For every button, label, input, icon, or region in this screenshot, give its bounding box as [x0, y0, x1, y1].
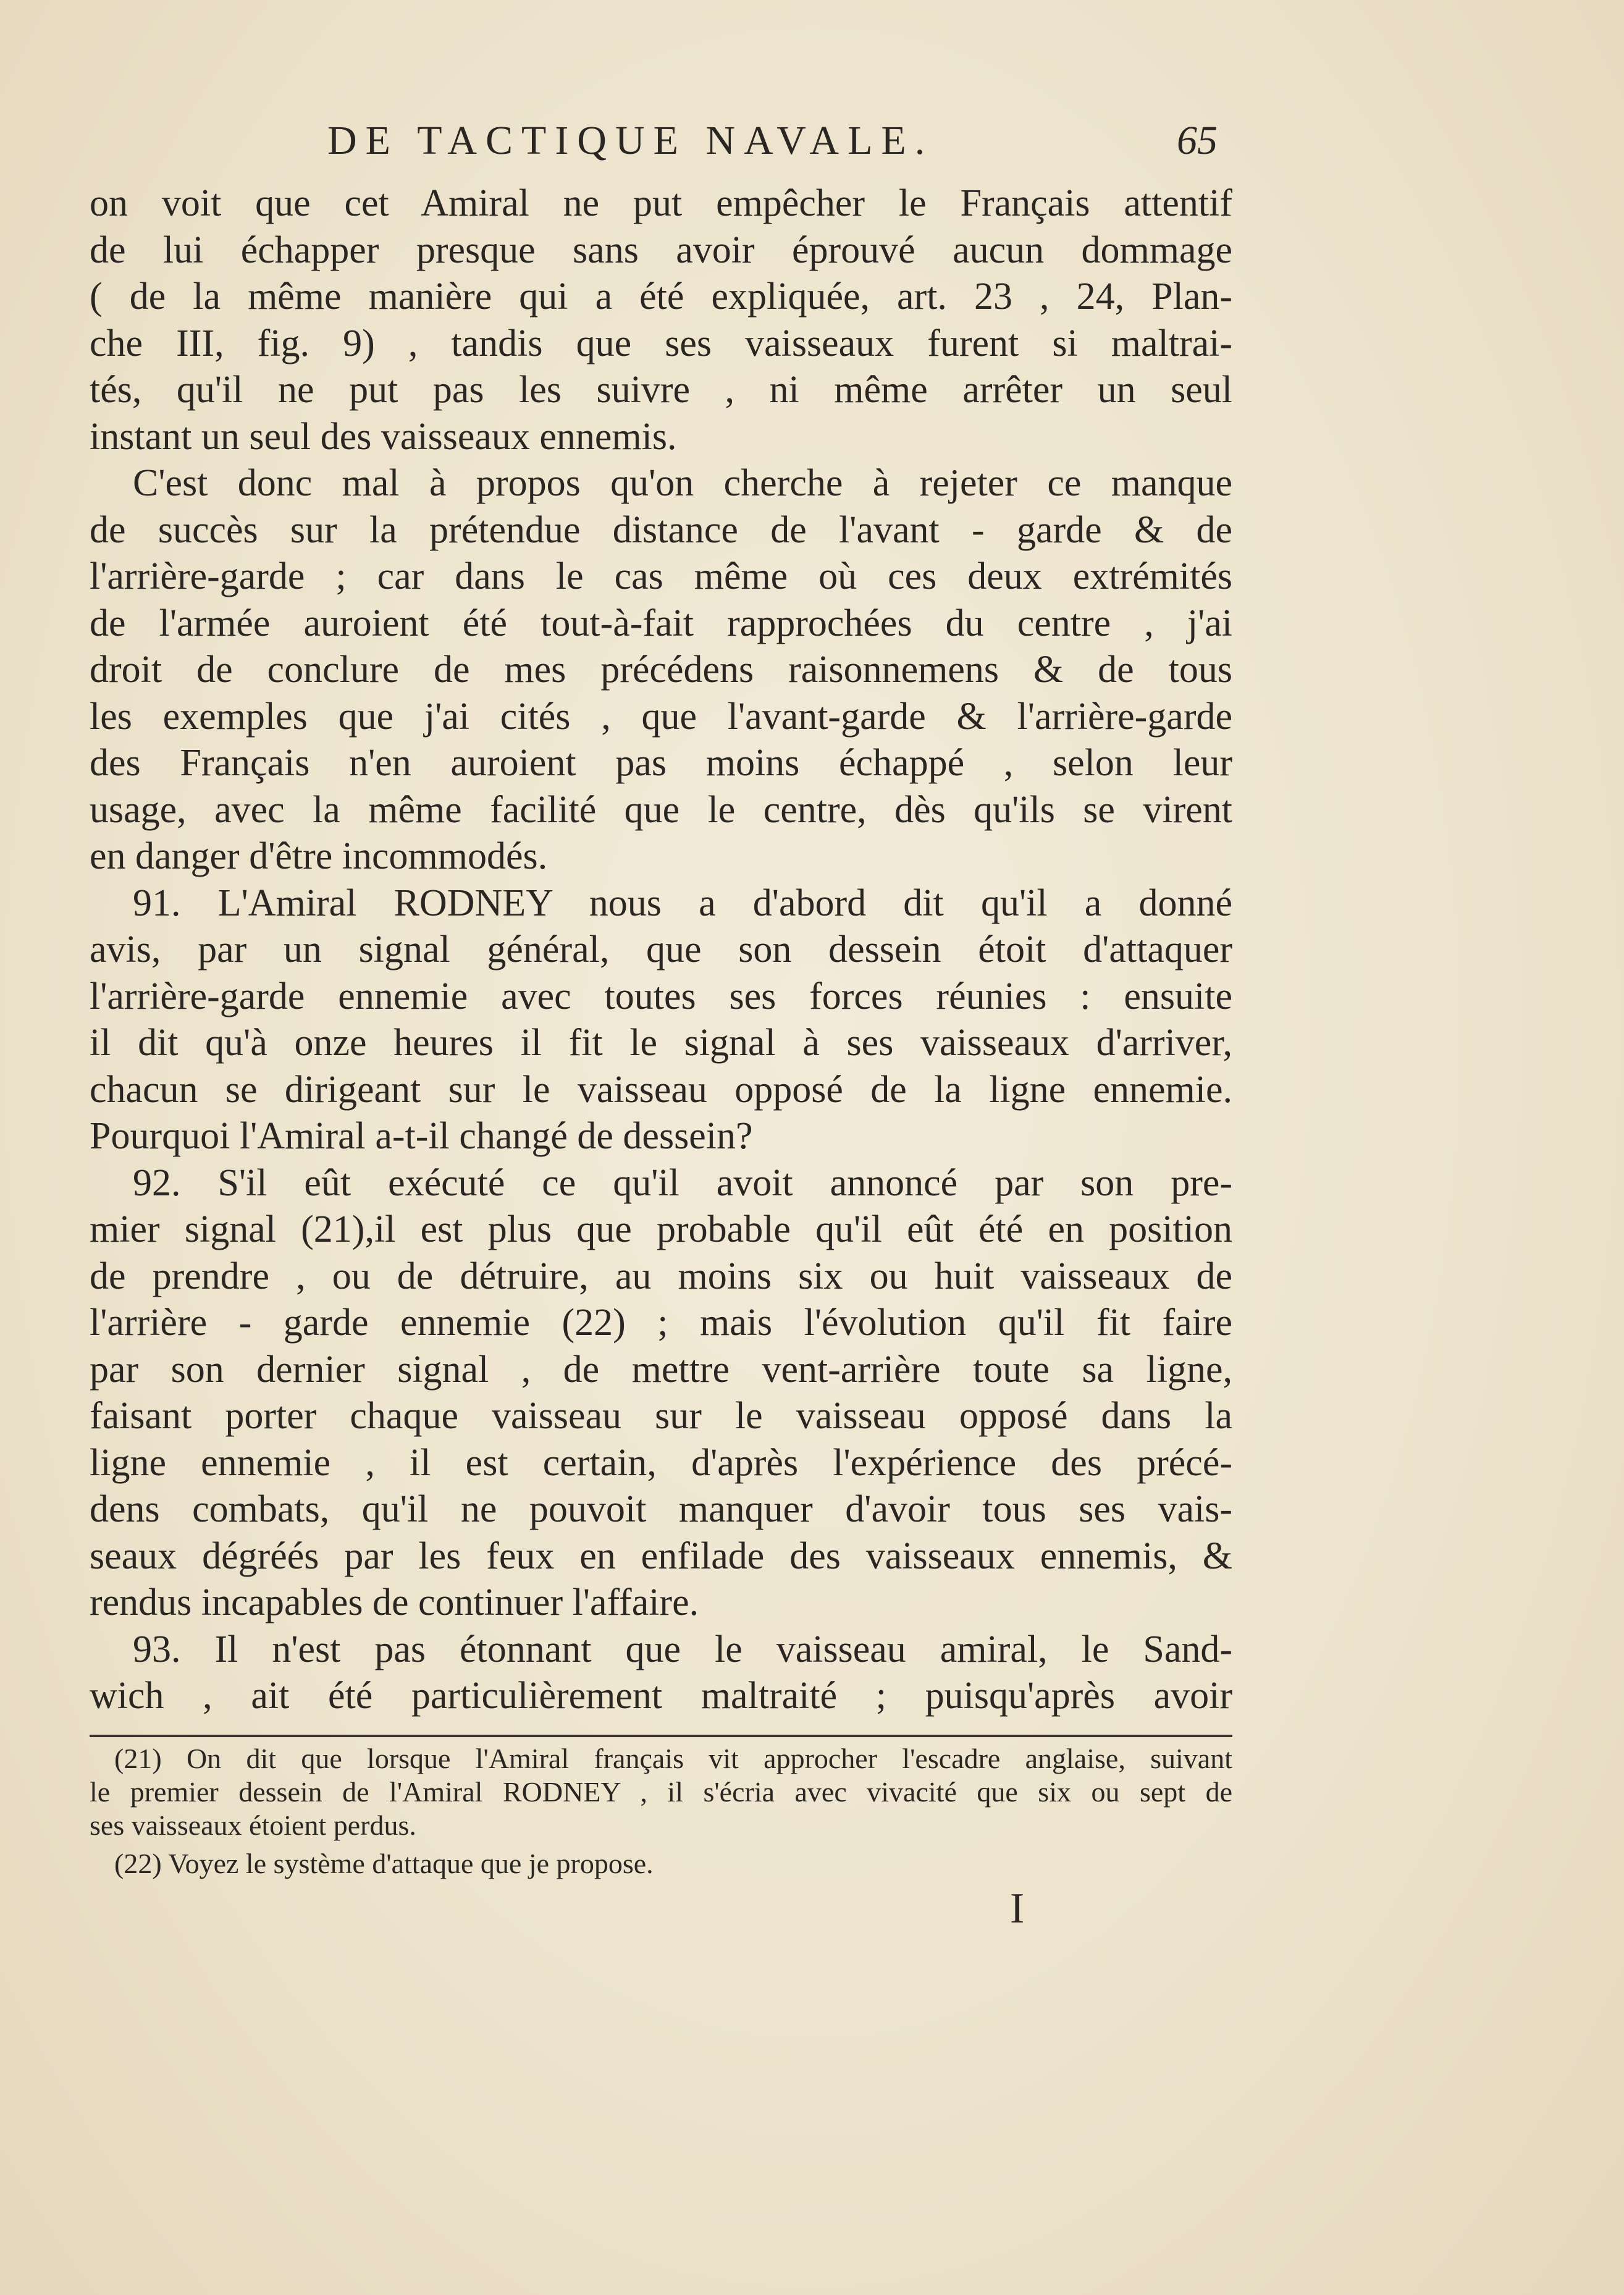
text-line: che III, fig. 9) , tandis que ses vaisseaux furent si maltrai-	[90, 322, 1232, 364]
text-line: 92. S'il eût exécuté ce qu'il avoit annoncé par son pre-	[133, 1161, 1232, 1204]
footnote-line: ses vaisseaux étoient perdus.	[90, 1809, 416, 1841]
text-line: des Français n'en auroient pas moins échappé , selon leur	[90, 742, 1232, 784]
text-line: 91. L'Amiral RODNEY nous a d'abord dit qu'il a donné	[133, 882, 1232, 924]
footnote-line: (21) On dit que lorsque l'Amiral français vit approcher l'escadre anglaise, suivant	[114, 1743, 1232, 1774]
text-line: rendus incapables de continuer l'affaire.	[90, 1581, 699, 1623]
footnote-line: le premier dessein de l'Amiral RODNEY , il s'écria avec vivacité que six ou sept de	[90, 1776, 1232, 1808]
text-line: droit de conclure de mes précédens raisonnemens & de tous	[90, 649, 1232, 691]
text-line: wich , ait été particulièrement maltraité ; puisqu'après avoir	[90, 1675, 1232, 1717]
footnotes	[90, 1742, 1232, 1885]
text-line: de l'armée auroient été tout-à-fait rapprochées du centre , j'ai	[90, 602, 1232, 644]
text-line: de lui échapper presque sans avoir éprouvé aucun dommage	[90, 229, 1232, 271]
text-line: en danger d'être incommodés.	[90, 835, 548, 877]
text-line: l'arrière-garde ; car dans le cas même où ces deux extrémités	[90, 555, 1232, 597]
text-line: 93. Il n'est pas étonnant que le vaisseau amiral, le Sand-	[133, 1628, 1232, 1670]
footnote-22	[90, 1847, 1232, 1880]
text-line: usage, avec la même facilité que le centre, dès qu'ils se virent	[90, 788, 1232, 831]
text-line: tés, qu'il ne put pas les suivre , ni même arrêter un seul	[90, 369, 1232, 411]
text-line: faisant porter chaque vaisseau sur le vaisseau opposé dans la	[90, 1395, 1232, 1437]
text-line: il dit qu'à onze heures il fit le signal à ses vaisseaux d'arriver,	[90, 1022, 1232, 1064]
text-line: C'est donc mal à propos qu'on cherche à rejeter ce manque	[133, 462, 1232, 504]
text-line: avis, par un signal général, que son dessein étoit d'attaquer	[90, 929, 1232, 971]
text-line: on voit que cet Amiral ne put empêcher le Français attentif	[90, 182, 1232, 224]
text-line: ( de la même manière qui a été expliquée, art. 23 , 24, Plan-	[90, 276, 1232, 318]
running-head: DE TACTIQUE NAVALE.	[327, 118, 934, 163]
text-line: mier signal (21),il est plus que probable qu'il eût été en position	[90, 1208, 1232, 1250]
text-line: l'arrière - garde ennemie (22) ; mais l'évolution qu'il fit faire	[90, 1302, 1232, 1344]
footnote-rule	[90, 1735, 1232, 1737]
body-text	[90, 180, 1232, 1720]
text-line: ligne ennemie , il est certain, d'après l'expérience des précé-	[90, 1441, 1232, 1484]
footnote-line: (22) Voyez le système d'attaque que je propose.	[114, 1848, 654, 1879]
text-line: par son dernier signal , de mettre vent-arrière toute sa ligne,	[90, 1348, 1232, 1391]
text-line: de succès sur la prétendue distance de l'avant - garde & de	[90, 508, 1232, 551]
text-line: dens combats, qu'il ne pouvoit manquer d'avoir tous ses vais-	[90, 1488, 1232, 1530]
text-line: chacun se dirigeant sur le vaisseau opposé de la ligne ennemie.	[90, 1068, 1232, 1111]
footnote-21	[90, 1742, 1232, 1842]
signature-mark: I	[1010, 1885, 1025, 1932]
text-line: l'arrière-garde ennemie avec toutes ses forces réunies : ensuite	[90, 975, 1232, 1017]
text-line: les exemples que j'ai cités , que l'avant-garde & l'arrière-garde	[90, 695, 1232, 738]
page-number: 65	[1177, 118, 1218, 163]
text-line: Pourquoi l'Amiral a-t-il changé de dessein?	[90, 1115, 753, 1157]
text-line: seaux dégréés par les feux en enfilade des vaisseaux ennemis, &	[90, 1535, 1232, 1577]
text-line: instant un seul des vaisseaux ennemis.	[90, 415, 677, 458]
text-line: de prendre , ou de détruire, au moins six ou huit vaisseaux de	[90, 1255, 1232, 1297]
